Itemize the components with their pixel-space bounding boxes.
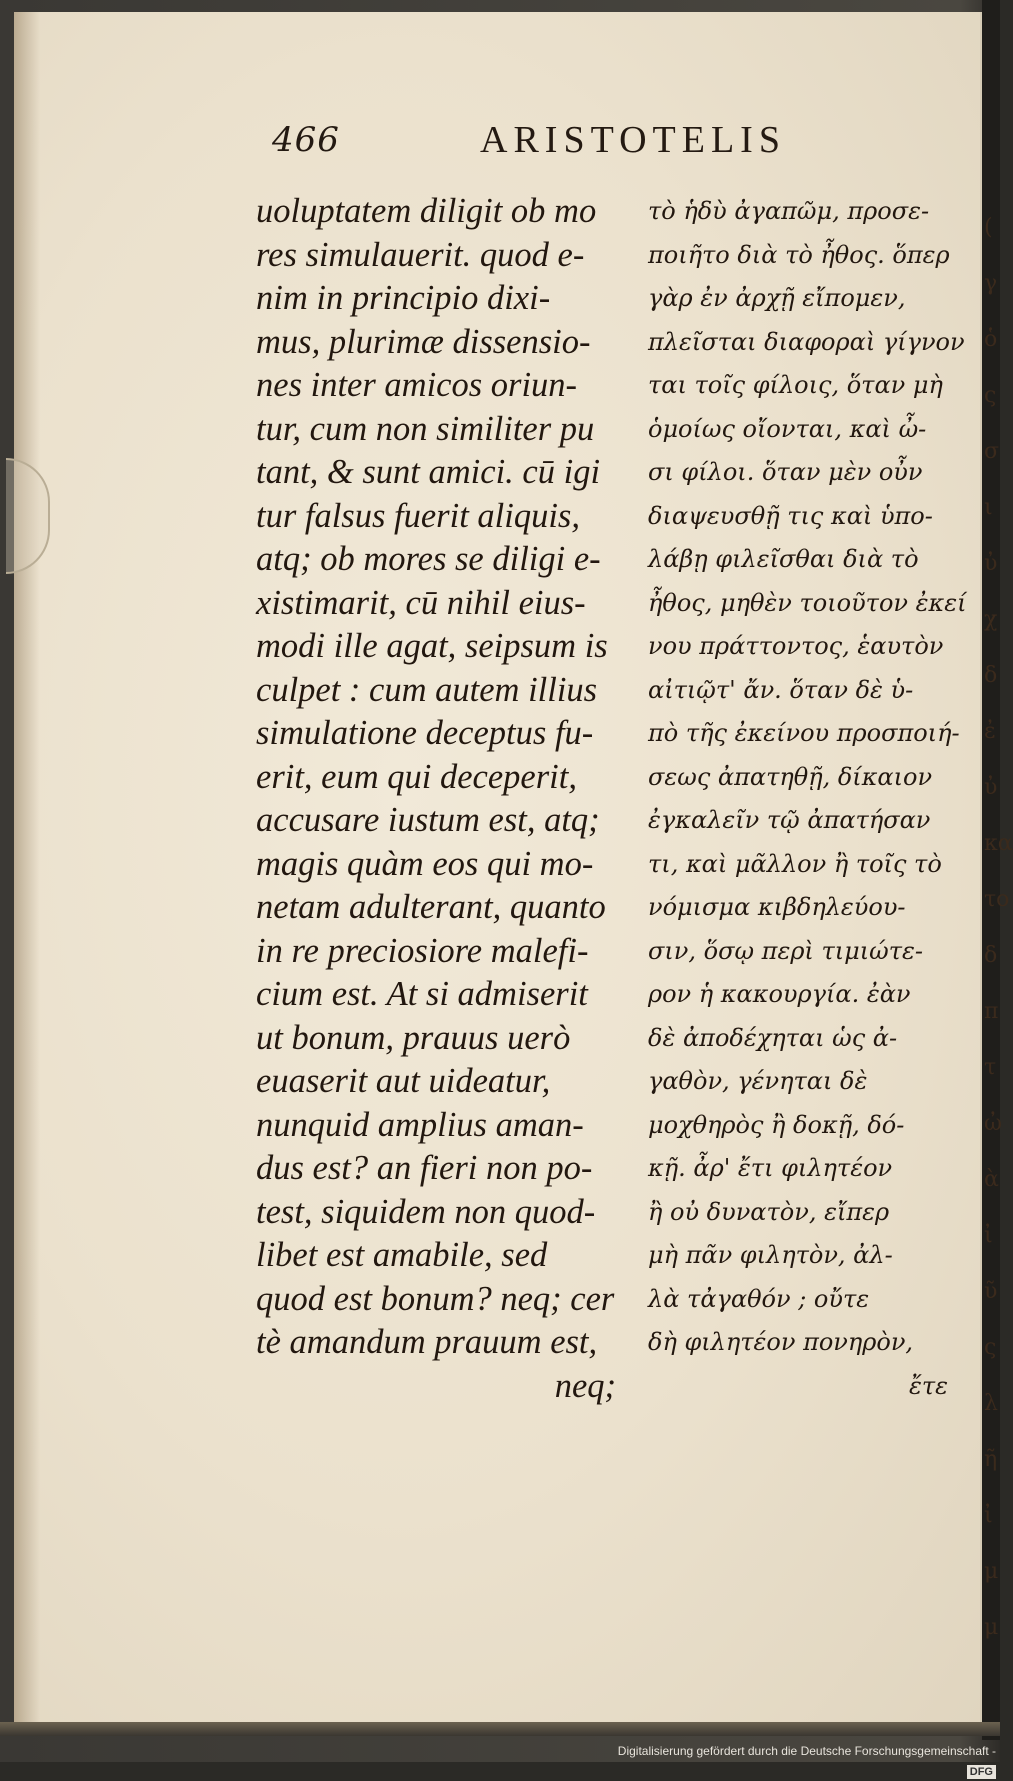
dfg-logo: DFG: [967, 1765, 996, 1779]
facing-page-glyph: γ: [984, 271, 998, 296]
running-title: ARISTOTELIS: [480, 119, 786, 161]
greek-text-line: σι φίλοι. ὅταν μὲν οὖν: [648, 458, 923, 486]
greek-text-line: ρον ἡ κακουργία. ἐὰν: [648, 980, 911, 1008]
facing-page-glyph: ἐ: [984, 719, 996, 744]
facing-page-glyph: το: [984, 887, 1010, 912]
latin-text-line: tur, cum non similiter pu: [256, 409, 595, 448]
latin-text-line: ut bonum, prauus uerò: [256, 1018, 571, 1057]
facing-page-glyph: κα: [984, 831, 1013, 856]
latin-text-line: simulatione deceptus fu-: [256, 714, 594, 752]
facing-page-glyph: ἰ: [984, 1223, 993, 1248]
greek-text-line: δὴ φιλητέον πονηρὸν,: [648, 1328, 914, 1356]
digitization-credit: [600, 1741, 996, 1778]
facing-page-glyph: ὠ: [984, 1111, 1002, 1136]
greek-text-line: διαψευσθῇ τις καὶ ὑπο-: [648, 501, 933, 530]
facing-page-glyph: ὁ: [984, 327, 998, 352]
greek-text-line: γαθὸν, γένηται δὲ: [648, 1067, 868, 1095]
greek-text-line: μὴ πᾶν φιλητὸν, ἀλ-: [648, 1241, 893, 1269]
greek-text-line: νόμισμα κιβδηλεύου-: [648, 893, 906, 921]
facing-page-glyph: ὰ: [984, 1167, 999, 1192]
greek-text-line: ἐγκαλεῖν τῷ ἀπατήσαν: [648, 806, 931, 834]
greek-text-line: ὁμοίως οἴονται, καὶ ὦ-: [648, 414, 927, 443]
greek-text-line: κῇ. ἆρ' ἔτι φιλητέον: [648, 1154, 893, 1182]
latin-text-line: quod est bonum? neq; cer: [256, 1279, 615, 1318]
facing-page-glyph: ς: [984, 1335, 997, 1360]
greek-text-line: σιν, ὅσῳ περὶ τιμιώτε-: [648, 936, 924, 965]
greek-text-line: τι, καὶ μᾶλλον ἢ τοῖς τὸ: [648, 849, 942, 878]
greek-text-line: ἔτε: [908, 1371, 948, 1400]
latin-text-line: accusare iustum est, atq;: [256, 801, 600, 839]
latin-text-line: in re preciosiore malefi-: [256, 931, 589, 970]
greek-text-line: ἦθος, μηθὲν τοιοῦτον ἐκεί: [648, 588, 967, 617]
latin-text-line: magis quàm eos qui mo-: [256, 844, 594, 883]
greek-text-line: πὸ τῆς ἐκείνου προσποιή-: [648, 719, 960, 747]
facing-page-glyph: λ: [984, 1391, 998, 1416]
greek-text-line: λάβῃ φιλεῖσθαι διὰ τὸ: [648, 545, 919, 573]
latin-text-line: netam adulterant, quanto: [256, 888, 606, 926]
greek-text-line: σεως ἀπατηθῇ, δίκαιον: [648, 762, 933, 791]
greek-text-line: δὲ ἀποδέχηται ὡς ἀ-: [648, 1023, 898, 1052]
facing-page-glyph: μ: [984, 1559, 999, 1584]
facing-page-glyph: ὐ: [984, 775, 998, 800]
latin-text-line: dus est? an fieri non po-: [256, 1149, 593, 1187]
facing-page-glyph: ὐ: [984, 551, 998, 576]
greek-text-line: ποιῆτο διὰ τὸ ἦθος. ὅπερ: [648, 240, 950, 269]
greek-text-line: αἰτιῷτ' ἄν. ὅταν δὲ ὑ-: [648, 675, 914, 704]
facing-page-glyph: δ: [984, 943, 998, 968]
credit-text: Digitalisierung gefördert durch die Deutsche Forschungsgemeinschaft -: [617, 1744, 996, 1758]
latin-text-line: nes inter amicos oriun-: [256, 366, 578, 404]
latin-text-line: libet est amabile, sed: [256, 1236, 548, 1274]
page-header: [272, 118, 872, 168]
greek-text-line: νου πράττοντος, ἑαυτὸν: [648, 632, 944, 660]
latin-text-line: test, siquidem non quod-: [256, 1192, 596, 1231]
facing-page-glyph: δ: [984, 663, 998, 688]
latin-text-line: tant, & sunt amici. cū igi: [256, 453, 601, 491]
latin-text-line: nunquid amplius aman-: [256, 1105, 584, 1144]
latin-text-line: xistimarit, cū nihil eius-: [256, 583, 586, 622]
facing-page-glyph: τ: [984, 1055, 997, 1080]
facing-page-glyph: χ: [984, 607, 998, 632]
latin-text-line: culpet : cum autem illius: [256, 670, 598, 709]
facing-page-glyph: ῦ: [984, 1279, 998, 1304]
latin-text-line: euaserit aut uideatur,: [256, 1062, 551, 1100]
latin-text-line: neq;: [554, 1366, 616, 1405]
latin-text-line: mus, plurimæ dissensio-: [256, 322, 591, 361]
facing-page-glyph: μ: [984, 1615, 999, 1640]
greek-text-line: πλεῖσται διαφοραὶ γίγνον: [648, 327, 965, 356]
latin-text-line: uoluptatem diligit ob mo: [256, 192, 597, 230]
gutter-shadow: [14, 12, 40, 1724]
latin-text-line: nim in principio dixi-: [256, 279, 551, 317]
page-bottom-edge: [0, 1722, 1000, 1736]
greek-text-column: [648, 190, 967, 1408]
greek-text-line: γὰρ ἐν ἀρχῇ εἴπομεν,: [648, 284, 906, 312]
greek-text-line: ἢ οὐ δυνατὸν, εἴπερ: [648, 1197, 890, 1226]
latin-text-line: tur falsus fuerit aliquis,: [256, 496, 580, 535]
latin-text-line: atq; ob mores se diligi e-: [256, 540, 601, 578]
greek-text-line: λὰ τἀγαθόν ; οὔτε: [648, 1284, 870, 1313]
page-number: 466: [272, 120, 340, 160]
facing-page-glyph: ι: [984, 495, 993, 520]
facing-page-glyph: ς: [984, 383, 997, 408]
facing-page-glyph: ῆ: [984, 1447, 998, 1472]
facing-page-glyphs: [984, 200, 1013, 1656]
facing-page-glyph: σ: [984, 439, 1000, 464]
latin-text-column: [256, 190, 616, 1408]
greek-text-line: ται τοῖς φίλοις, ὅταν μὴ: [648, 371, 943, 399]
facing-page-glyph: (: [984, 215, 993, 240]
greek-text-line: μοχθηρὸς ἢ δοκῇ, δό-: [648, 1110, 905, 1139]
latin-text-line: res simulauerit. quod e-: [256, 235, 585, 274]
latin-text-line: tè amandum prauum est,: [256, 1323, 598, 1361]
latin-text-line: erit, eum qui deceperit,: [256, 757, 577, 796]
greek-text-line: τὸ ἡδὺ ἀγαπῶμ, προσε-: [648, 197, 930, 225]
latin-text-line: modi ille agat, seipsum is: [256, 627, 608, 665]
latin-text-line: cium est. At si admiserit: [256, 975, 588, 1013]
facing-page-glyph: π: [984, 999, 999, 1024]
facing-page-glyph: ἰ: [984, 1503, 993, 1528]
